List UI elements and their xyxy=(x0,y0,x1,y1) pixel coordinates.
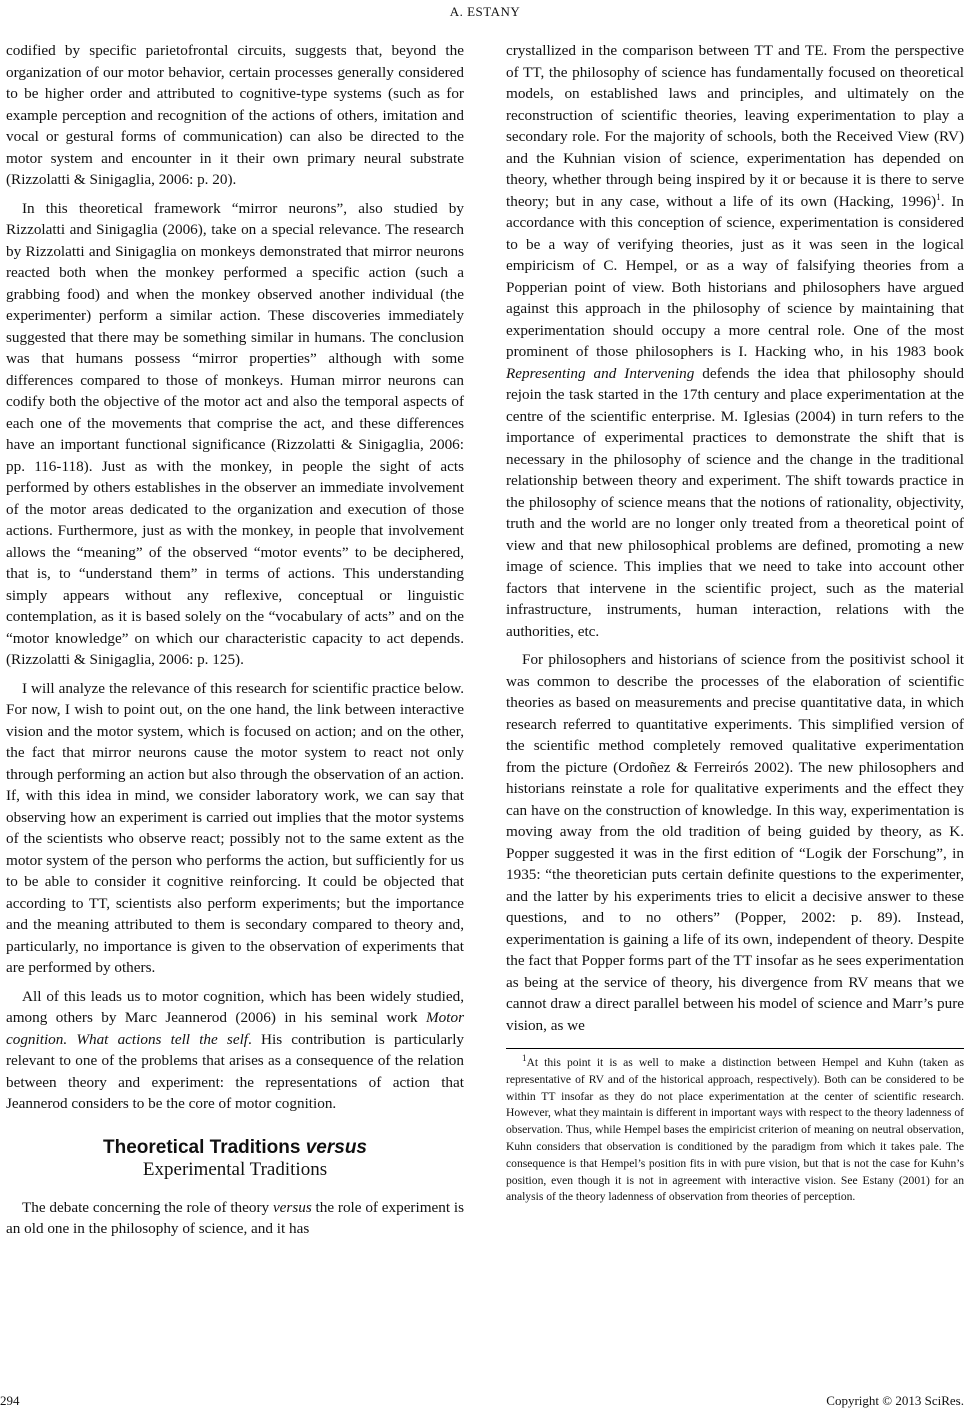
section-heading-versus: versus xyxy=(305,1136,367,1158)
text-run: crystallized in the comparison between TT and TE. From the perspective of TT, the philosophy of science has fundamentally focused on theoretical models, on established laws and principles, and ultimately on the reconstruction of scientific theories, leaving experimentation to play a secondary role. For the majority of schools, both the Received View (RV) and the Kuhnian vision of science, experimentation has depended on theory, whether through being inspired by it or because it is there to serve theory; but in any case, without a life of its own (Hacking, 1996) xyxy=(506,42,964,210)
page-number: 294 xyxy=(0,1393,20,1408)
text-run: the role of experiment is an old one in the philosophy of science, and it has xyxy=(6,1198,465,1237)
text-run: All of this leads us to motor cognition, which has been widely studied, among others by Marc Jeannerod (2006) in his seminal work xyxy=(6,987,464,1026)
copyright-notice: Copyright © 2013 SciRes. xyxy=(826,1393,964,1408)
versus-word: versus xyxy=(272,1198,312,1216)
footnote-number: 1 xyxy=(522,1053,527,1064)
paragraph xyxy=(6,1197,464,1240)
section-heading xyxy=(6,1137,464,1181)
book-title: Representing and Intervening xyxy=(506,364,695,382)
right-column xyxy=(506,40,964,1213)
left-column xyxy=(6,40,464,1247)
paragraph xyxy=(506,40,964,642)
section-heading-part: Theoretical Traditions xyxy=(103,1136,306,1158)
text-run: The debate concerning the role of theory xyxy=(22,1198,273,1216)
text-run: defends the idea that philosophy should rejoin the task started in the 17th century and place experimentation at the centre of the scientific enterprise. M. Iglesias (2004) in turn refers to the importance of experimental practices to demonstrate the shift that is necessary in the philosophy of science and the change in the traditional relationship between theory and experiment. The shift towards practice in the philosophy of science means that the notions of rationality, objectivity, truth and the world are no longer only treated from a theoretical point of view and that new philosophical problems are defined, promoting a new image of science. This implies that we need to take into account other factors that intervene in the scientific project, such as the material infrastructure, instruments, human interaction, relations with the authorities, etc. xyxy=(506,364,965,640)
paragraph: I will analyze the relevance of this research for scientific practice below. For now, I wish to point out, on the one hand, the link between interactive vision and the motor system, which is focused on action; and on the other, the fact that mirror neurons cause the motor system to react not only through performing an action but also through the observation of an action. If, with this idea in mind, we consider laboratory work, we can say that observing how an experiment is carried out implies that the motor systems of the scientists who observe react; possibly not to the same extent as the motor system of the person who performs the action, but sufficiently for us to be able to consider it cognitive reinforcing. It could be objected that according to TT, scientists also perform experiments; but the importance and the meaning attributed to them is secondary compared to theory and, particularly, no importance is given to the observation of experiments that are performed by others. xyxy=(6,679,464,976)
footnote-divider xyxy=(506,1048,964,1049)
paragraph: codified by specific parietofrontal circuits, suggests that, beyond the organization of our motor behavior, certain processes generally considered to be higher order and attributed to cognitive-type systems (such as for example perception and recognition of the actions of others, imitation and vocal or gestural forms of communication) can also be directed to the motor system and encounter in it their own primary neural substrate (Rizzolatti & Sinigaglia, 2006: p. 20). xyxy=(6,42,464,188)
text-run: . His contribution is particularly relevant to one of the problems that arises as a consequence of the relation between theory and experiment: the representations of action that Jeannerod considers to be the core of motor cognition. xyxy=(6,1030,465,1112)
footnote-marker[interactable]: 1 xyxy=(936,191,941,202)
paragraph: In this theoretical framework “mirror neurons”, also studied by Rizzolatti and Sinigaglia (2006), take on a special relevance. The research by Rizzolatti and Sinigaglia on monkeys demonstrated that mirror neurons reacted both when the monkey performed a specific action (such a grabbing food) and when the monkey observed another individual (the experimenter) perform a similar action. These discoveries immediately suggested that there may be something similar in humans. The conclusion was that humans possess “mirror properties” although with some differences compared to those of monkeys. Human mirror neurons can codify both the objective of the motor act and also the temporal aspects of each one of the movements that comprise the act, and these differences have an important functional significance (Rizzolatti & Sinigaglia, 2006: pp. 116-118). Just as with the monkey, in people the sight of acts performed by others establishes in the observer an immediate involvement of the motor areas dedicated to the organization and execution of those actions. Furthermore, just as with the monkey, in people that involvement allows the “meaning” of the observed “motor events” to be deciphered, that is, to “understand them” in terms of actions. This understanding simply appears without any reflexive, conceptual or linguistic contemplation, as it is based solely on the “vocabulary of acts” and on the “motor knowledge” on which our characteristic capacity to act depends. (Rizzolatti & Sinigaglia, 2006: p. 125). xyxy=(6,199,464,668)
section-heading-line2: Experimental Traditions xyxy=(142,1158,328,1180)
footnote xyxy=(506,1055,964,1206)
book-title: Motor cognition. What actions tell the self xyxy=(6,1009,464,1048)
running-head: A. ESTANY xyxy=(449,4,521,19)
paragraph xyxy=(6,986,464,1115)
paragraph: For philosophers and historians of science from the positivist school it was common to describe the processes of the elaboration of scientific theories as based on measurements and precise quantitative data, in which research referred to quantitative experiments. This simplified version of the scientific method completely removed qualitative experimentation from the picture (Ordoñez & Ferreirós 2002). The new philosophers and historians reinstate a role for qualitative experiments and the effect they can have on the construction of knowledge. In this way, experimentation is moving away from the old tradition of being guided by theory, as K. Popper suggested it was in the first edition of “Logik der Forschung”, in 1935: “the theoretician puts certain definite questions to the experimenter, and the latter by his experiments tries to elicit a decisive answer to these questions, and to no others” (Popper, 2002: p. 89). Instead, experimentation is gaining a life of its own, independent of theory. Despite the fact that Popper forms part of the TT insofar as he sees experimentation as being at the service of theory, his divergence from RV means that we cannot draw a direct parallel between his model of science and Marr’s pure vision, as we xyxy=(506,651,964,1034)
footnote-text: At this point it is as well to make a distinction between Hempel and Kuhn (taken as representative of RV and of the historical approach, respectively). Both can be considered to be within TT insofar as they do not place experimentation at the center of scientific research. However, what they maintain is different in important ways with respect to the theory ladenness of observation. Thus, while Hempel bases the empiricist criterion of meaning on neutral observation, Kuhn considers that observation is conditioned by the paradigm from which it takes pale. The consequence is that Hempel’s position fits in with pure vision, but that is not the case for Kuhn’s position, even though it is not in agreement with interactive vision. See Estany (2001) for an analysis of the theory ladenness of observation from theories of perception. xyxy=(506,1056,964,1204)
text-run: . In accordance with this conception of science, experimentation is considered to be a way of verifying theories, just as it was seen in the logical empiricism of C. Hempel, or as a way of falsifying theories from a Popperian point of view. Both historians and philosophers have argued against this approach in the philosophy of science by maintaining that experimentation should occupy a more central role. One of the most prominent of those philosophers is I. Hacking who, in his 1983 book xyxy=(506,192,964,360)
